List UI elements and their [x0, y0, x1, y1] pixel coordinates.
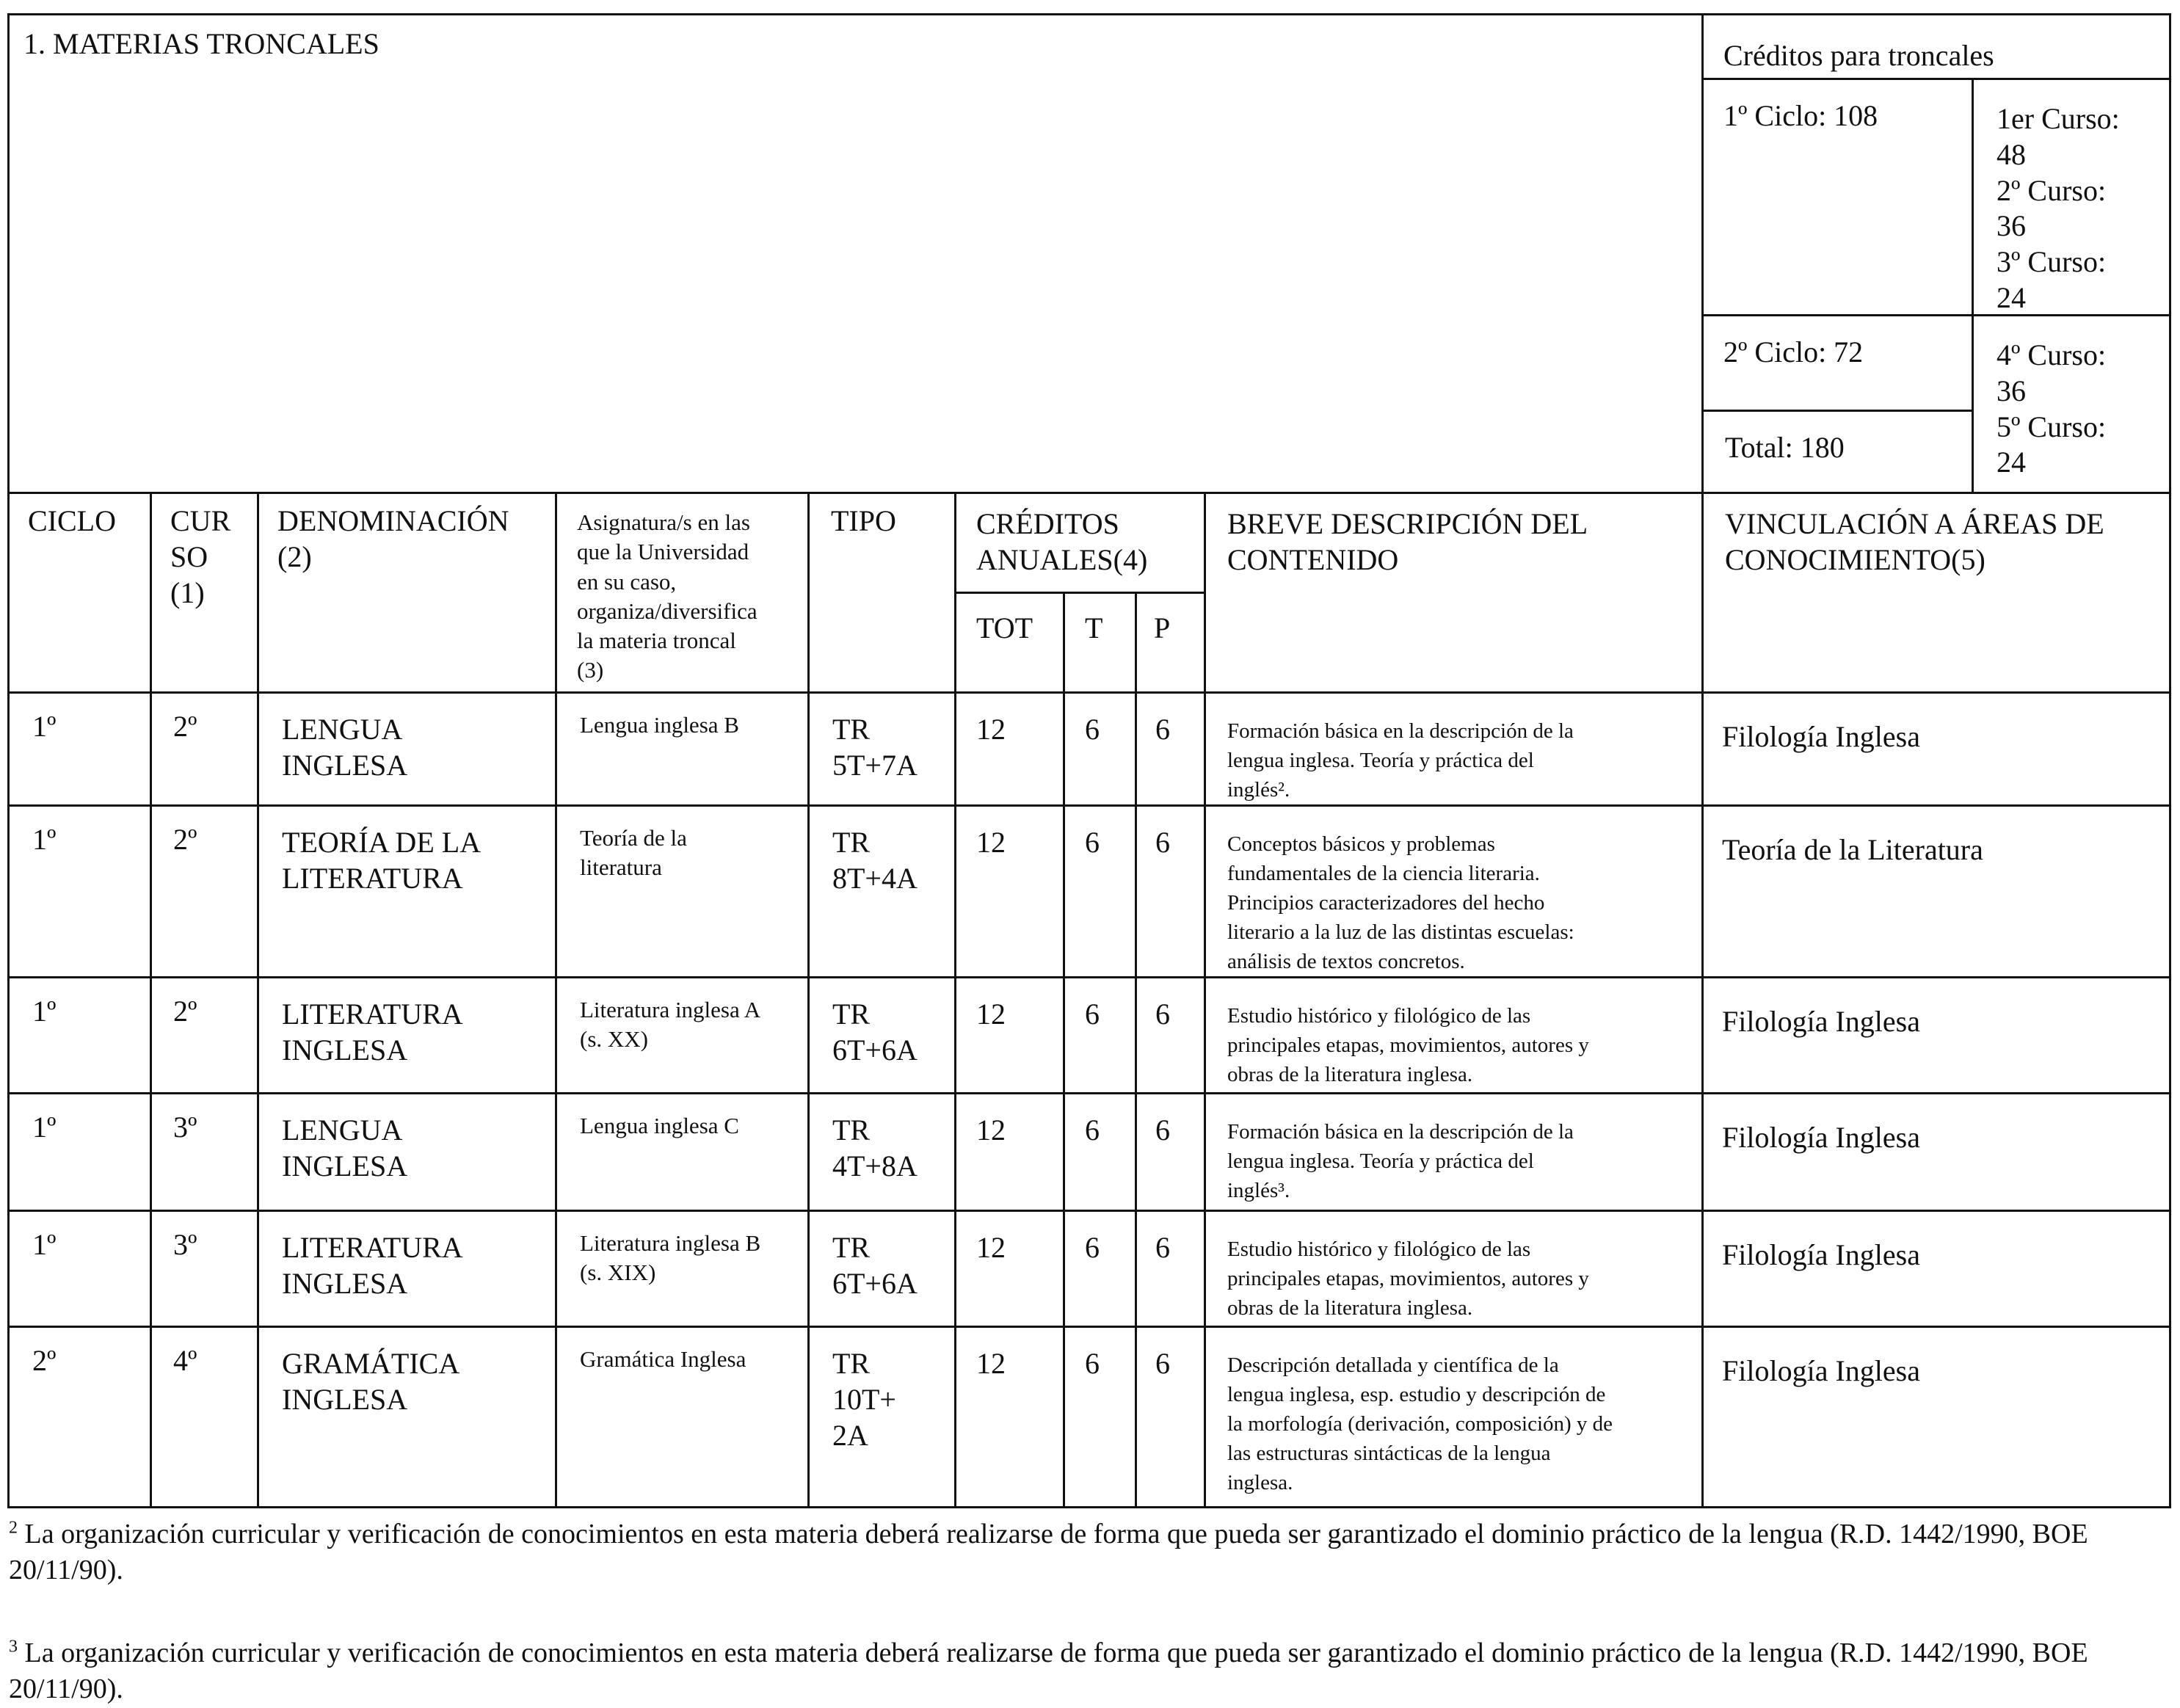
grid-line-vertical — [7, 691, 10, 1508]
cell-descripcion-line: Formación básica en la descripción de la — [1227, 1120, 1574, 1144]
cell-tot: 12 — [976, 1113, 1006, 1146]
header-curso-line: CUR — [170, 504, 231, 537]
cell-descripcion-line: la morfología (derivación, composición) y de — [1227, 1412, 1613, 1436]
cell-t: 6 — [1085, 713, 1100, 746]
cell-denominacion-line: LITERATURA — [282, 861, 463, 895]
cell-ciclo: 1º — [32, 1111, 57, 1144]
cell-descripcion — [1227, 716, 1574, 804]
cell-denominacion-line: LITERATURA — [282, 1231, 463, 1264]
cell-asignatura — [580, 1111, 739, 1141]
course-label: 1er Curso: — [1996, 102, 2120, 135]
cell-t: 6 — [1085, 1347, 1100, 1380]
cell-tot: 12 — [976, 1231, 1006, 1264]
cell-vinculacion: Filología Inglesa — [1722, 720, 1920, 753]
section-title: 1. MATERIAS TRONCALES — [23, 27, 379, 60]
cell-denominacion-line: INGLESA — [282, 1266, 408, 1300]
cell-asignatura-line: Lengua inglesa C — [580, 1113, 739, 1138]
cell-tipo-line: TR — [832, 713, 871, 746]
grid-line-vertical — [150, 492, 152, 1508]
course-label: 3º Curso: — [1996, 245, 2107, 279]
cell-tot: 12 — [976, 826, 1006, 859]
header-descripcion-line: BREVE DESCRIPCIÓN DEL — [1227, 507, 1588, 540]
cell-curso: 2º — [173, 995, 197, 1028]
cell-tipo — [832, 997, 918, 1069]
header-tot: TOT — [976, 611, 1033, 644]
course-credits: 36 — [1996, 374, 2026, 407]
ciclo1-course-list — [1996, 101, 2120, 316]
header-asignatura-line: la materia troncal — [577, 628, 736, 654]
cell-descripcion — [1227, 1001, 1589, 1089]
header-creditos — [976, 506, 1147, 578]
credits-box-title: Créditos para troncales — [1723, 39, 1994, 72]
cell-curso: 4º — [173, 1344, 197, 1377]
cell-asignatura-line: Gramática Inglesa — [580, 1346, 746, 1372]
cell-curso: 2º — [173, 823, 197, 856]
header-t: T — [1085, 611, 1103, 644]
course-label: 5º Curso: — [1996, 410, 2107, 443]
grid-line-vertical — [1701, 492, 1704, 1508]
cell-descripcion-line: Estudio histórico y filológico de las — [1227, 1238, 1531, 1261]
grid-line-horizontal — [7, 691, 2171, 694]
cell-descripcion-line: Descripción detallada y científica de la — [1227, 1353, 1559, 1377]
cell-tipo-line: TR — [832, 826, 871, 859]
cell-denominacion-line: LENGUA — [282, 713, 403, 746]
grid-line-horizontal — [7, 13, 2171, 15]
grid-line-horizontal — [7, 1326, 2171, 1328]
cell-ciclo: 1º — [32, 710, 57, 743]
header-curso-line: SO — [170, 539, 208, 573]
header-curso — [170, 504, 230, 611]
cell-descripcion — [1227, 1351, 1613, 1497]
grid-line-vertical — [2169, 13, 2171, 1508]
cell-descripcion-line: Formación básica en la descripción de la — [1227, 719, 1574, 743]
cell-denominacion-line: INGLESA — [282, 1033, 408, 1066]
grid-line-horizontal — [7, 1210, 2171, 1212]
cell-tipo — [832, 1230, 918, 1302]
header-descripcion-line: CONTENIDO — [1227, 542, 1399, 576]
cell-descripcion-line: principales etapas, movimientos, autores y — [1227, 1033, 1589, 1058]
cell-tot: 12 — [976, 713, 1006, 746]
cell-asignatura-line: Literatura inglesa B — [580, 1230, 761, 1256]
cell-curso: 3º — [173, 1228, 197, 1261]
grid-line-vertical — [1063, 592, 1065, 1508]
cell-tipo-line: TR — [832, 997, 871, 1031]
cell-denominacion-line: INGLESA — [282, 748, 408, 782]
grid-line-vertical — [1135, 592, 1137, 1508]
cell-descripcion-line: inglesa. — [1227, 1471, 1293, 1495]
cell-descripcion-line: obras de la literatura inglesa. — [1227, 1296, 1473, 1320]
cell-descripcion-line: análisis de textos concretos. — [1227, 950, 1465, 974]
footnote-3: $^3$ La organización curricular y verificación de conocimientos en esta materia deberá realizarse de forma que pueda ser garantizado el dominio práctico de la lengua (R.D. 1442/1990, BOE 20/11/90). — [9, 1637, 2088, 1705]
cell-descripcion-line: las estructuras sintácticas de la lengua — [1227, 1442, 1551, 1466]
cell-denominacion-line: INGLESA — [282, 1382, 408, 1416]
footnote-2: $^2$ La organización curricular y verificación de conocimientos en esta materia deberá realizarse de forma que pueda ser garantizado el dominio práctico de la lengua (R.D. 1442/1990, BOE 20/11/90). — [9, 1518, 2088, 1586]
course-label: 4º Curso: — [1996, 338, 2107, 371]
cell-asignatura-line: (s. XX) — [580, 1026, 648, 1053]
cell-tipo-line: 6T+6A — [832, 1266, 918, 1300]
grid-line-vertical — [954, 492, 956, 1508]
cell-p: 6 — [1155, 997, 1170, 1031]
cell-tipo-line: 2A — [832, 1418, 868, 1452]
cell-descripcion — [1227, 1117, 1574, 1205]
course-credits: 48 — [1996, 137, 2026, 171]
cell-curso: 2º — [173, 710, 197, 743]
cell-p: 6 — [1155, 713, 1170, 746]
cell-tipo-line: TR — [832, 1113, 871, 1146]
cell-tipo — [832, 712, 918, 784]
cell-descripcion-line: lengua inglesa. Teoría y práctica del — [1227, 1149, 1534, 1174]
cell-descripcion-line: principales etapas, movimientos, autores y — [1227, 1267, 1589, 1291]
cell-denominacion-line: LITERATURA — [282, 997, 463, 1031]
grid-line-vertical — [555, 492, 557, 1508]
cell-p: 6 — [1155, 1231, 1170, 1264]
grid-line-horizontal — [1701, 78, 2171, 80]
grid-line-horizontal — [7, 492, 2171, 494]
course-credits: 24 — [1996, 280, 2026, 314]
course-credits: 36 — [1996, 209, 2026, 243]
header-vinculacion — [1725, 506, 2104, 578]
header-creditos-line: CRÉDITOS — [976, 507, 1119, 540]
cell-tipo-line: TR — [832, 1231, 871, 1264]
header-descripcion — [1227, 506, 1588, 578]
grid-line-horizontal — [7, 976, 2171, 978]
cell-t: 6 — [1085, 997, 1100, 1031]
cell-denominacion — [282, 997, 463, 1069]
cell-denominacion — [282, 825, 481, 897]
cell-asignatura-line: literatura — [580, 854, 662, 881]
cell-denominacion-line: LENGUA — [282, 1113, 403, 1146]
grid-line-vertical — [807, 492, 810, 1508]
course-credits: 24 — [1996, 446, 2026, 479]
cell-denominacion — [282, 712, 407, 784]
cell-curso: 3º — [173, 1111, 197, 1144]
cell-denominacion — [282, 1346, 459, 1418]
cell-denominacion — [282, 1113, 407, 1185]
grid-line-horizontal — [7, 804, 2171, 807]
cell-descripcion-line: lengua inglesa. Teoría y práctica del — [1227, 749, 1534, 773]
header-vinculacion-line: CONOCIMIENTO(5) — [1725, 542, 1985, 576]
cell-descripcion-line: literario a la luz de las distintas escuelas: — [1227, 920, 1574, 945]
grid-line-horizontal — [7, 1506, 2171, 1508]
cell-vinculacion: Filología Inglesa — [1722, 1121, 1920, 1154]
cell-denominacion-line: TEORÍA DE LA — [282, 826, 482, 859]
cell-tot: 12 — [976, 1347, 1006, 1380]
cell-denominacion — [282, 1230, 463, 1302]
cell-descripcion-line: inglés². — [1227, 778, 1290, 802]
cell-tot: 12 — [976, 997, 1006, 1031]
header-asignatura-line: en su caso, — [577, 568, 677, 595]
header-denominacion-line: DENOMINACIÓN — [277, 504, 509, 537]
cell-p: 6 — [1155, 826, 1170, 859]
header-denominacion — [277, 504, 509, 575]
ciclo2-course-list — [1996, 338, 2106, 481]
cell-descripcion-line: Conceptos básicos y problemas — [1227, 832, 1495, 856]
header-asignatura-line: (3) — [577, 657, 604, 683]
cell-t: 6 — [1085, 1113, 1100, 1146]
cell-ciclo: 1º — [32, 823, 57, 856]
header-vinculacion-line: VINCULACIÓN A ÁREAS DE — [1725, 507, 2104, 540]
grid-line-horizontal — [954, 592, 1205, 594]
cell-tipo-line: 6T+6A — [832, 1033, 918, 1066]
grid-line-vertical — [7, 13, 10, 694]
cell-ciclo: 2º — [32, 1344, 57, 1377]
cell-vinculacion: Filología Inglesa — [1722, 1005, 1920, 1038]
cell-tipo — [832, 825, 918, 897]
header-asignatura-line: organiza/diversifica — [577, 597, 757, 624]
cell-tipo — [832, 1113, 918, 1185]
cell-asignatura — [580, 824, 687, 883]
header-asignatura-line: que la Universidad — [577, 539, 749, 565]
cell-descripcion-line: lengua inglesa, esp. estudio y descripción de — [1227, 1383, 1606, 1407]
ciclo1-credits: 1º Ciclo: 108 — [1723, 99, 1878, 132]
cell-tipo — [832, 1346, 896, 1453]
cell-descripcion-line: obras de la literatura inglesa. — [1227, 1063, 1473, 1087]
ciclo2-credits: 2º Ciclo: 72 — [1723, 335, 1864, 368]
cell-asignatura-line: Teoría de la — [580, 825, 687, 851]
header-curso-line: (1) — [170, 575, 205, 609]
cell-p: 6 — [1155, 1347, 1170, 1380]
cell-vinculacion: Filología Inglesa — [1722, 1354, 1920, 1387]
cell-asignatura — [580, 995, 760, 1055]
grid-line-horizontal — [1701, 410, 1973, 412]
cell-descripcion-line: Principios caracterizadores del hecho — [1227, 891, 1545, 915]
header-tipo: TIPO — [831, 504, 896, 537]
cell-descripcion — [1227, 829, 1574, 976]
grid-line-horizontal — [7, 1092, 2171, 1094]
cell-tipo-line: 4T+8A — [832, 1149, 918, 1182]
cell-asignatura — [580, 1345, 746, 1374]
cell-vinculacion: Teoría de la Literatura — [1722, 833, 1983, 866]
grid-line-vertical — [257, 492, 259, 1508]
cell-ciclo: 1º — [32, 995, 57, 1028]
cell-vinculacion: Filología Inglesa — [1722, 1238, 1920, 1271]
cell-descripcion-line: inglés³. — [1227, 1179, 1290, 1203]
cell-asignatura — [580, 711, 739, 740]
course-label: 2º Curso: — [1996, 173, 2107, 207]
cell-descripcion — [1227, 1235, 1589, 1323]
cell-asignatura-line: Literatura inglesa A — [580, 997, 761, 1022]
header-asignatura — [577, 508, 757, 686]
grid-line-vertical — [1972, 78, 1974, 493]
cell-ciclo: 1º — [32, 1228, 57, 1261]
header-asignatura-line: Asignatura/s en las — [577, 509, 750, 535]
cell-denominacion-line: INGLESA — [282, 1149, 408, 1182]
cell-tipo-line: TR — [832, 1347, 871, 1380]
cell-asignatura-line: Lengua inglesa B — [580, 712, 739, 738]
header-ciclo: CICLO — [28, 504, 116, 537]
cell-asignatura — [580, 1229, 760, 1288]
cell-t: 6 — [1085, 1231, 1100, 1264]
cell-descripcion-line: Estudio histórico y filológico de las — [1227, 1004, 1531, 1028]
grid-line-horizontal — [1701, 314, 2171, 316]
header-creditos-line: ANUALES(4) — [976, 542, 1148, 576]
header-denominacion-line: (2) — [277, 539, 312, 573]
cell-tipo-line: 5T+7A — [832, 748, 918, 782]
grid-line-vertical — [1204, 492, 1206, 1508]
cell-asignatura-line: (s. XIX) — [580, 1260, 656, 1286]
cell-t: 6 — [1085, 826, 1100, 859]
cell-denominacion-line: GRAMÁTICA — [282, 1347, 460, 1380]
cell-tipo-line: 10T+ — [832, 1382, 896, 1416]
total-credits: Total: 180 — [1725, 431, 1845, 464]
cell-tipo-line: 8T+4A — [832, 861, 918, 895]
cell-p: 6 — [1155, 1113, 1170, 1146]
header-p: P — [1154, 611, 1171, 644]
cell-descripcion-line: fundamentales de la ciencia literaria. — [1227, 862, 1540, 886]
